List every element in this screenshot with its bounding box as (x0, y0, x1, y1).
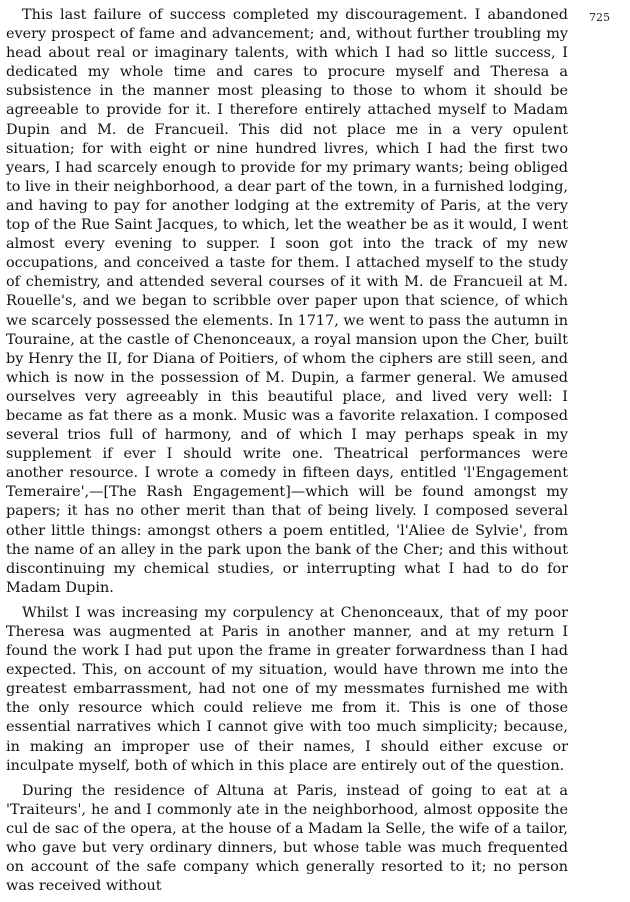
paragraph: Whilst I was increasing my corpulency at Chenonceaux, that of my poor Theresa was augmented at Paris in another manner, and at my return I found the work I had put upon the frame in greater forwardness than I had expected. This, on account of my situation, would have thrown me into the greatest embarrassment, had not one of my messmates furnished me with the only resource which could relieve me from it. This is one of those essential narratives which I cannot give with too much simplicity; because, in making an improper use of their names, I should either excuse or inculpate myself, both of which in this place are entirely out of the question. (6, 604, 568, 774)
page-number: 725 (589, 11, 610, 24)
body-text (6, 6, 568, 902)
paragraph: This last failure of success completed my discouragement. I abandoned every prospect of fame and advancement; and, without further troubling my head about real or imaginary talents, with which I had so little success, I dedicated my whole time and cares to procure myself and Theresa a subsistence in the manner most pleasing to those to whom it should be agreeable to provide for it. I therefore entirely attached myself to Madam Dupin and M. de Francueil. This did not place me in a very opulent situation; for with eight or nine hundred livres, which I had the first two years, I had scarcely enough to provide for my primary wants; being obliged to live in their neighborhood, a dear part of the town, in a furnished lodging, and having to pay for another lodging at the extremity of Paris, at the very top of the Rue Saint Jacques, to which, let the weather be as it would, I went almost every evening to supper. I soon got into the track of my new occupations, and conceived a taste for them. I attached myself to the study of chemistry, and attended several courses of it with M. de Francueil at M. Rouelle's, and we began to scribble over paper upon that science, of which we scarcely possessed the elements. In 1717, we went to pass the autumn in Touraine, at the castle of Chenonceaux, a royal mansion upon the Cher, built by Henry the II, for Diana of Poitiers, of whom the ciphers are still seen, and which is now in the possession of M. Dupin, a farmer general. We amused ourselves very agreeably in this beautiful place, and lived very well: I became as fat there as a monk. Music was a favorite relaxation. I composed several trios full of harmony, and of which I may perhaps speak in my supplement if ever I should write one. Theatrical performances were another resource. I wrote a comedy in fifteen days, entitled 'l'Engagement Temeraire',—[The Rash Engagement]—which will be found amongst my papers; it has no other merit than that of being lively. I composed several other little things: amongst others a poem entitled, 'l'Aliee de Sylvie', from the name of an alley in the park upon the bank of the Cher; and this without discontinuing my chemical studies, or interrupting what I had to do for Madam Dupin. (6, 7, 568, 596)
paragraph: During the residence of Altuna at Paris, instead of going to eat at a 'Traiteurs', he and I commonly ate in the neighborhood, almost opposite the cul de sac of the opera, at the house of a Madam la Selle, the wife of a tailor, who gave but very ordinary dinners, but whose table was much frequented on account of the safe company which generally resorted to it; no person was received without (6, 782, 568, 895)
